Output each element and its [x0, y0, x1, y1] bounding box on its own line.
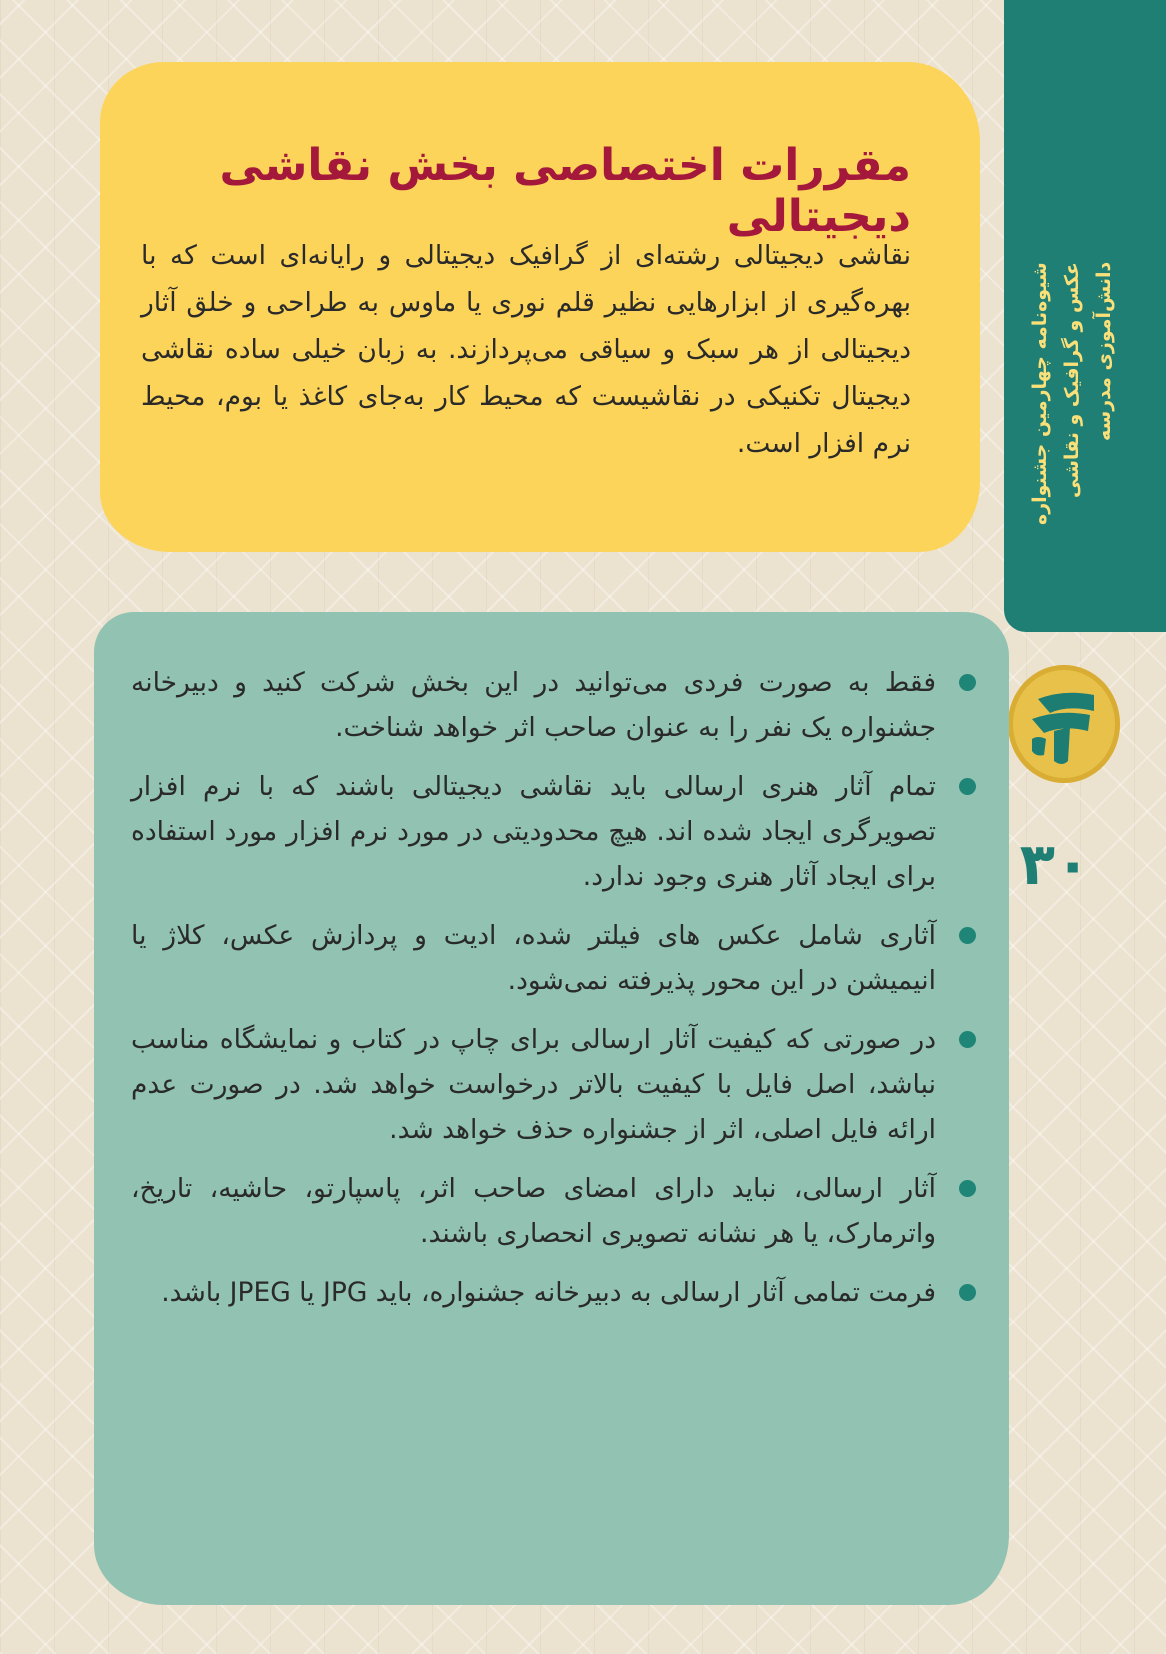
side-tab-line-3: دانش‌آموزی مدرسه — [1093, 262, 1115, 442]
rule-text: فقط به صورت فردی می‌توانید در این بخش شرکت کنید و دبیرخانه جشنواره یک نفر را به عنوان صاحب اثر خواهد شناخت. — [131, 667, 936, 743]
list-item — [131, 913, 936, 1003]
rule-text: در صورتی که کیفیت آثار ارسالی برای چاپ در کتاب و نمایشگاه مناسب نباشد، اصل فایل با کیفیت بالاتر درخواست خواهد شد. در صورت عدم ارائه فایل اصلی، اثر از جشنواره حذف خواهد شد. — [131, 1024, 936, 1145]
bullet-icon — [959, 927, 976, 944]
side-tab-line-1: شیوه‌نامه چهارمین جشنواره — [1029, 262, 1051, 525]
intro-paragraph: نقاشی دیجیتالی رشته‌ای از گرافیک دیجیتالی و رایانه‌ای است که با بهره‌گیری از ابزارهایی نظیر قلم نوری یا ماوس به طراحی و خلق آثار دیجیتالی از هر سبک و سیاقی می‌پردازند. به زبان خیلی ساده نقاشی دیجیتال تکنیکی در نقاشیست که محیط کار به‌جای کاغذ یا بوم، محیط نرم افزار است. — [141, 240, 911, 459]
side-tab-line-2: عکس و گرافیک و نقاشی — [1061, 262, 1083, 498]
list-item — [131, 1270, 936, 1315]
page-number: ۳۰ — [1019, 830, 1091, 898]
bullet-icon — [959, 1284, 976, 1301]
bullet-icon — [959, 1031, 976, 1048]
side-tab-title — [1024, 262, 1124, 622]
bullet-icon — [959, 778, 976, 795]
list-item — [131, 764, 936, 899]
rule-text: تمام آثار هنری ارسالی باید نقاشی دیجیتالی باشند که با نرم افزار تصویرگری ایجاد شده اند. هیچ محدودیتی در مورد نرم افزار مورد استفاده برای ایجاد آثار هنری وجود ندارد. — [131, 771, 936, 892]
festival-logo-icon — [1008, 665, 1120, 783]
rule-text: آثار ارسالی، نباید دارای امضای صاحب اثر، پاسپارتو، حاشیه، تاریخ، واترمارک، یا هر نشانه تصویری انحصاری باشند. — [131, 1173, 936, 1249]
list-item — [131, 1017, 936, 1152]
list-item — [131, 1166, 936, 1256]
page-title: مقررات اختصاصی بخش نقاشی دیجیتالی — [219, 140, 911, 242]
rule-text: آثاری شامل عکس های فیلتر شده، ادیت و پردازش عکس، کلاژ یا انیمیشن در این محور پذیرفته نمی‌شود. — [131, 920, 936, 996]
rules-list — [131, 660, 936, 1329]
rule-text: فرمت تمامی آثار ارسالی به دبیرخانه جشنواره، باید JPG یا JPEG باشد. — [161, 1277, 936, 1308]
list-item — [131, 660, 936, 750]
logo-glyph — [1008, 665, 1120, 783]
bullet-icon — [959, 674, 976, 691]
bullet-icon — [959, 1180, 976, 1197]
